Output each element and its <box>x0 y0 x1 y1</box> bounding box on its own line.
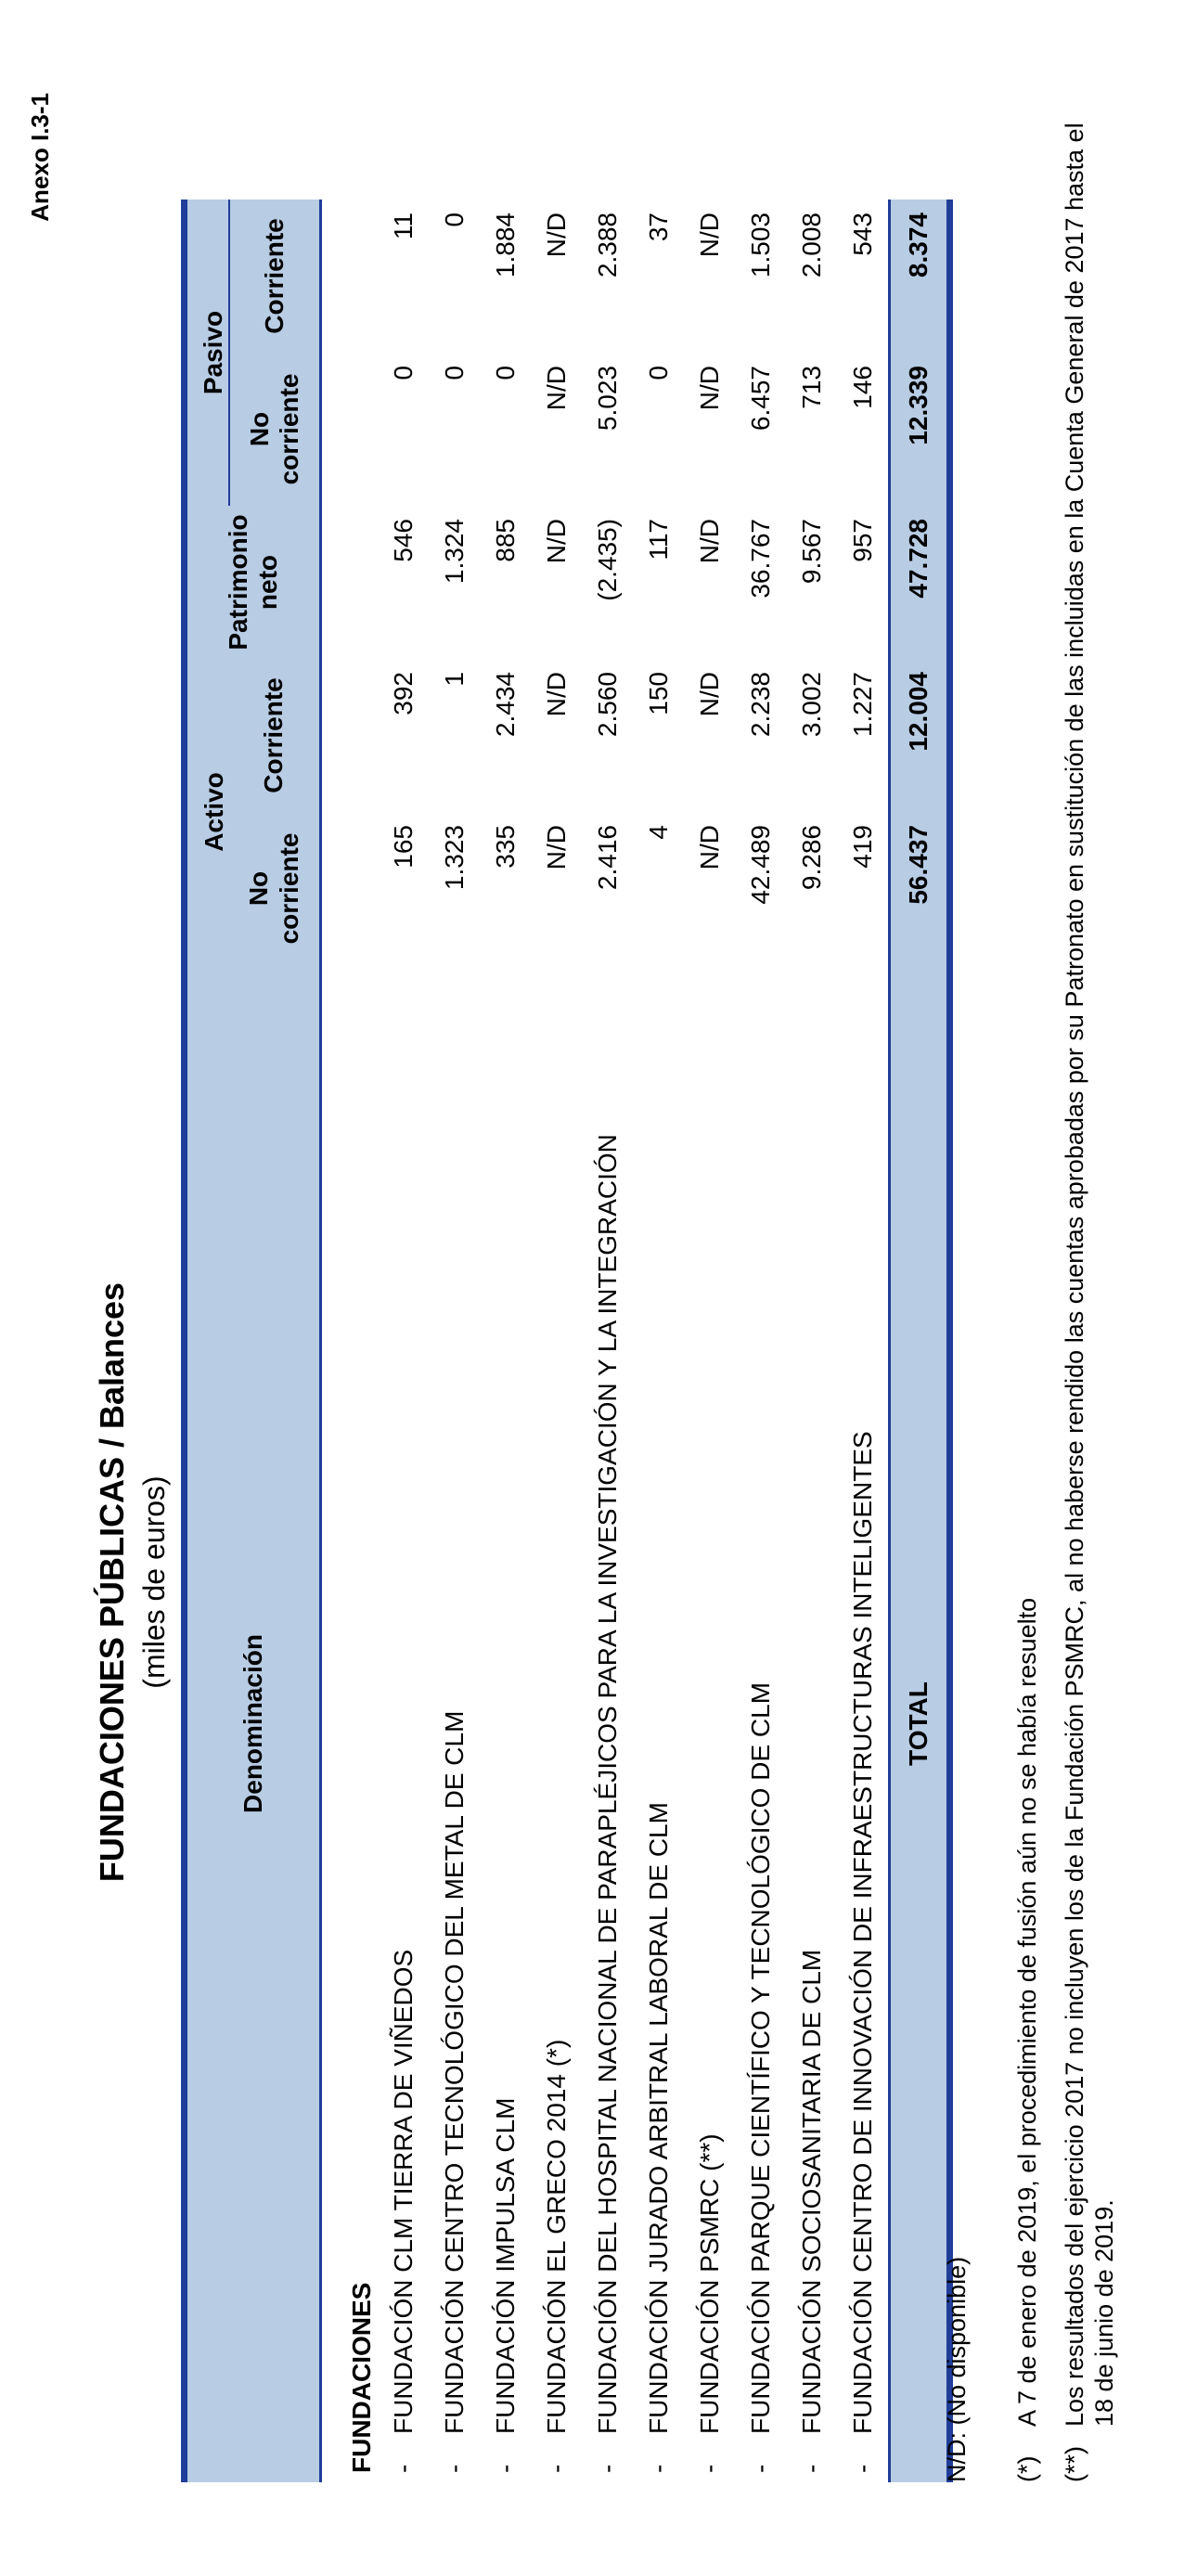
row-dash: - <box>541 2464 571 2473</box>
row-name: FUNDACIÓN DEL HOSPITAL NACIONAL DE PARAPLÉJICOS PARA LA INVESTIGACIÓN Y LA INTEGRACIÓN <box>592 1134 622 2434</box>
row-dash: - <box>592 2464 622 2473</box>
row-dash: - <box>796 2464 826 2473</box>
total-pasivo-corriente: 8.374 <box>890 200 950 353</box>
total-patrimonio-neto: 47.728 <box>890 506 950 659</box>
table-row <box>429 200 480 2482</box>
row-pasivo-no-corriente: 0 <box>388 366 418 380</box>
row-pasivo-corriente: 1.884 <box>490 213 520 278</box>
section-row <box>321 200 379 2482</box>
table-row <box>837 200 890 2482</box>
row-activo-corriente: 1.227 <box>847 672 877 738</box>
note-nd: N/D: (No disponible) <box>943 2256 971 2482</box>
row-name: FUNDACIÓN CENTRO DE INNOVACIÓN DE INFRAESTRUCTURAS INTELIGENTES <box>847 1431 877 2434</box>
row-pasivo-corriente: 2.008 <box>796 213 826 278</box>
table-row <box>786 200 837 2482</box>
row-activo-no-corriente: 1.323 <box>439 825 469 891</box>
row-pasivo-no-corriente: 0 <box>490 366 520 380</box>
row-pasivo-corriente: 11 <box>388 213 418 240</box>
row-patrimonio-neto: (2.435) <box>592 519 622 601</box>
header-pasivo-no-corriente: No corriente <box>229 353 321 506</box>
row-pasivo-corriente: 0 <box>439 213 469 227</box>
header-denominacion: Denominación <box>185 965 321 2482</box>
table-row <box>684 200 735 2482</box>
row-activo-corriente: N/D <box>541 672 571 717</box>
row-patrimonio-neto: 36.767 <box>745 519 775 599</box>
table-row <box>378 200 429 2482</box>
section-title: FUNDACIONES <box>321 200 379 2482</box>
footnote-2-mark: (**) <box>1060 2446 1088 2482</box>
total-pasivo-no-corriente: 12.339 <box>890 353 950 506</box>
row-patrimonio-neto: 1.324 <box>439 519 469 585</box>
header-activo-corriente: Corriente <box>229 659 321 812</box>
row-name: FUNDACIÓN EL GRECO 2014 (*) <box>541 2039 571 2434</box>
row-activo-no-corriente: 42.489 <box>745 825 775 905</box>
row-patrimonio-neto: N/D <box>541 519 571 564</box>
row-name: FUNDACIÓN PSMRC (**) <box>694 2133 724 2434</box>
row-activo-no-corriente: 2.416 <box>592 825 622 891</box>
row-pasivo-corriente: N/D <box>694 213 724 258</box>
row-pasivo-no-corriente: 0 <box>439 366 469 380</box>
row-activo-corriente: 392 <box>388 672 418 715</box>
row-pasivo-no-corriente: 6.457 <box>745 366 775 431</box>
row-activo-no-corriente: N/D <box>541 825 571 870</box>
row-pasivo-no-corriente: N/D <box>694 366 724 411</box>
row-activo-corriente: 3.002 <box>796 672 826 738</box>
row-pasivo-corriente: N/D <box>541 213 571 258</box>
row-name: FUNDACIÓN JURADO ARBITRAL LABORAL DE CLM <box>643 1802 673 2434</box>
table-row <box>480 200 531 2482</box>
header-row-groups <box>185 200 230 2482</box>
balances-table <box>181 200 953 2482</box>
row-activo-no-corriente: 4 <box>643 825 673 840</box>
row-dash: - <box>439 2464 469 2473</box>
row-name: FUNDACIÓN SOCIOSANITARIA DE CLM <box>796 1949 826 2434</box>
row-activo-corriente: 1 <box>439 672 469 687</box>
row-dash: - <box>847 2464 877 2473</box>
row-pasivo-corriente: 543 <box>847 213 877 256</box>
table-row <box>735 200 786 2482</box>
row-pasivo-no-corriente: N/D <box>541 366 571 411</box>
footnote-2 <box>1060 107 1120 2482</box>
row-activo-corriente: N/D <box>694 672 724 717</box>
row-name: FUNDACIÓN PARQUE CIENTÍFICO Y TECNOLÓGICO DE CLM <box>745 1681 775 2434</box>
total-activo-corriente: 12.004 <box>890 659 950 812</box>
row-name: FUNDACIÓN IMPULSA CLM <box>490 2097 520 2434</box>
total-label: TOTAL <box>890 965 950 2482</box>
row-pasivo-corriente: 37 <box>643 213 673 242</box>
row-dash: - <box>388 2464 418 2473</box>
row-patrimonio-neto: 957 <box>847 519 877 562</box>
row-pasivo-no-corriente: 146 <box>847 366 877 409</box>
table-row <box>633 200 684 2482</box>
row-pasivo-no-corriente: 5.023 <box>592 366 622 431</box>
annex-label: Anexo I.3-1 <box>26 93 54 222</box>
row-name: FUNDACIÓN CLM TIERRA DE VIÑEDOS <box>388 1949 418 2434</box>
table-body <box>321 200 890 2482</box>
footnote-2-text: Los resultados del ejercicio 2017 no incluyen los de la Fundación PSMRC, al no haberse rendido las cuentas aprobadas por su Patronato en sustitución de las incluidas en la Cuenta General de 2017 hasta el 18 de junio de 2019. <box>1060 122 1119 2427</box>
row-activo-corriente: 2.238 <box>745 672 775 738</box>
row-activo-no-corriente: 9.286 <box>796 825 826 891</box>
rotated-page <box>0 56 1197 2505</box>
row-activo-no-corriente: N/D <box>694 825 724 870</box>
row-patrimonio-neto: 9.567 <box>796 519 826 585</box>
row-activo-no-corriente: 165 <box>388 825 418 869</box>
row-patrimonio-neto: N/D <box>694 519 724 564</box>
row-activo-corriente: 2.560 <box>592 672 622 738</box>
header-activo-no-corriente: No corriente <box>229 812 321 965</box>
total-row <box>890 200 950 2482</box>
row-pasivo-no-corriente: 0 <box>643 366 673 380</box>
header-activo: Activo <box>185 659 230 965</box>
row-patrimonio-neto: 117 <box>643 519 673 560</box>
footnote-1 <box>1012 107 1042 2482</box>
table-row <box>582 200 633 2482</box>
header-patrimonio-neto: Patrimonio neto <box>185 506 321 659</box>
row-activo-corriente: 2.434 <box>490 672 520 738</box>
header-pasivo: Pasivo <box>185 200 230 506</box>
row-dash: - <box>643 2464 673 2473</box>
row-activo-no-corriente: 335 <box>490 825 520 869</box>
table-row <box>531 200 582 2482</box>
row-activo-corriente: 150 <box>643 672 673 715</box>
row-dash: - <box>694 2464 724 2473</box>
row-patrimonio-neto: 546 <box>388 519 418 562</box>
footnote-1-text: A 7 de enero de 2019, el procedimiento de fusión aún no se había resuelto <box>1013 1597 1042 2427</box>
row-pasivo-corriente: 1.503 <box>745 213 775 278</box>
row-pasivo-no-corriente: 713 <box>796 366 826 409</box>
footnote-1-mark: (*) <box>1013 2455 1042 2482</box>
page-title: FUNDACIONES PÚBLICAS / Balances <box>93 1282 131 1883</box>
row-pasivo-corriente: 2.388 <box>592 213 622 278</box>
row-patrimonio-neto: 885 <box>490 519 520 562</box>
footnotes <box>942 107 1137 2482</box>
row-activo-no-corriente: 419 <box>847 825 877 869</box>
row-dash: - <box>490 2464 520 2473</box>
total-activo-no-corriente: 56.437 <box>890 812 950 965</box>
page-subtitle: (miles de euros) <box>137 1475 171 1689</box>
row-dash: - <box>745 2464 775 2473</box>
row-name: FUNDACIÓN CENTRO TECNOLÓGICO DEL METAL DE CLM <box>439 1710 469 2434</box>
header-pasivo-corriente: Corriente <box>229 200 321 353</box>
